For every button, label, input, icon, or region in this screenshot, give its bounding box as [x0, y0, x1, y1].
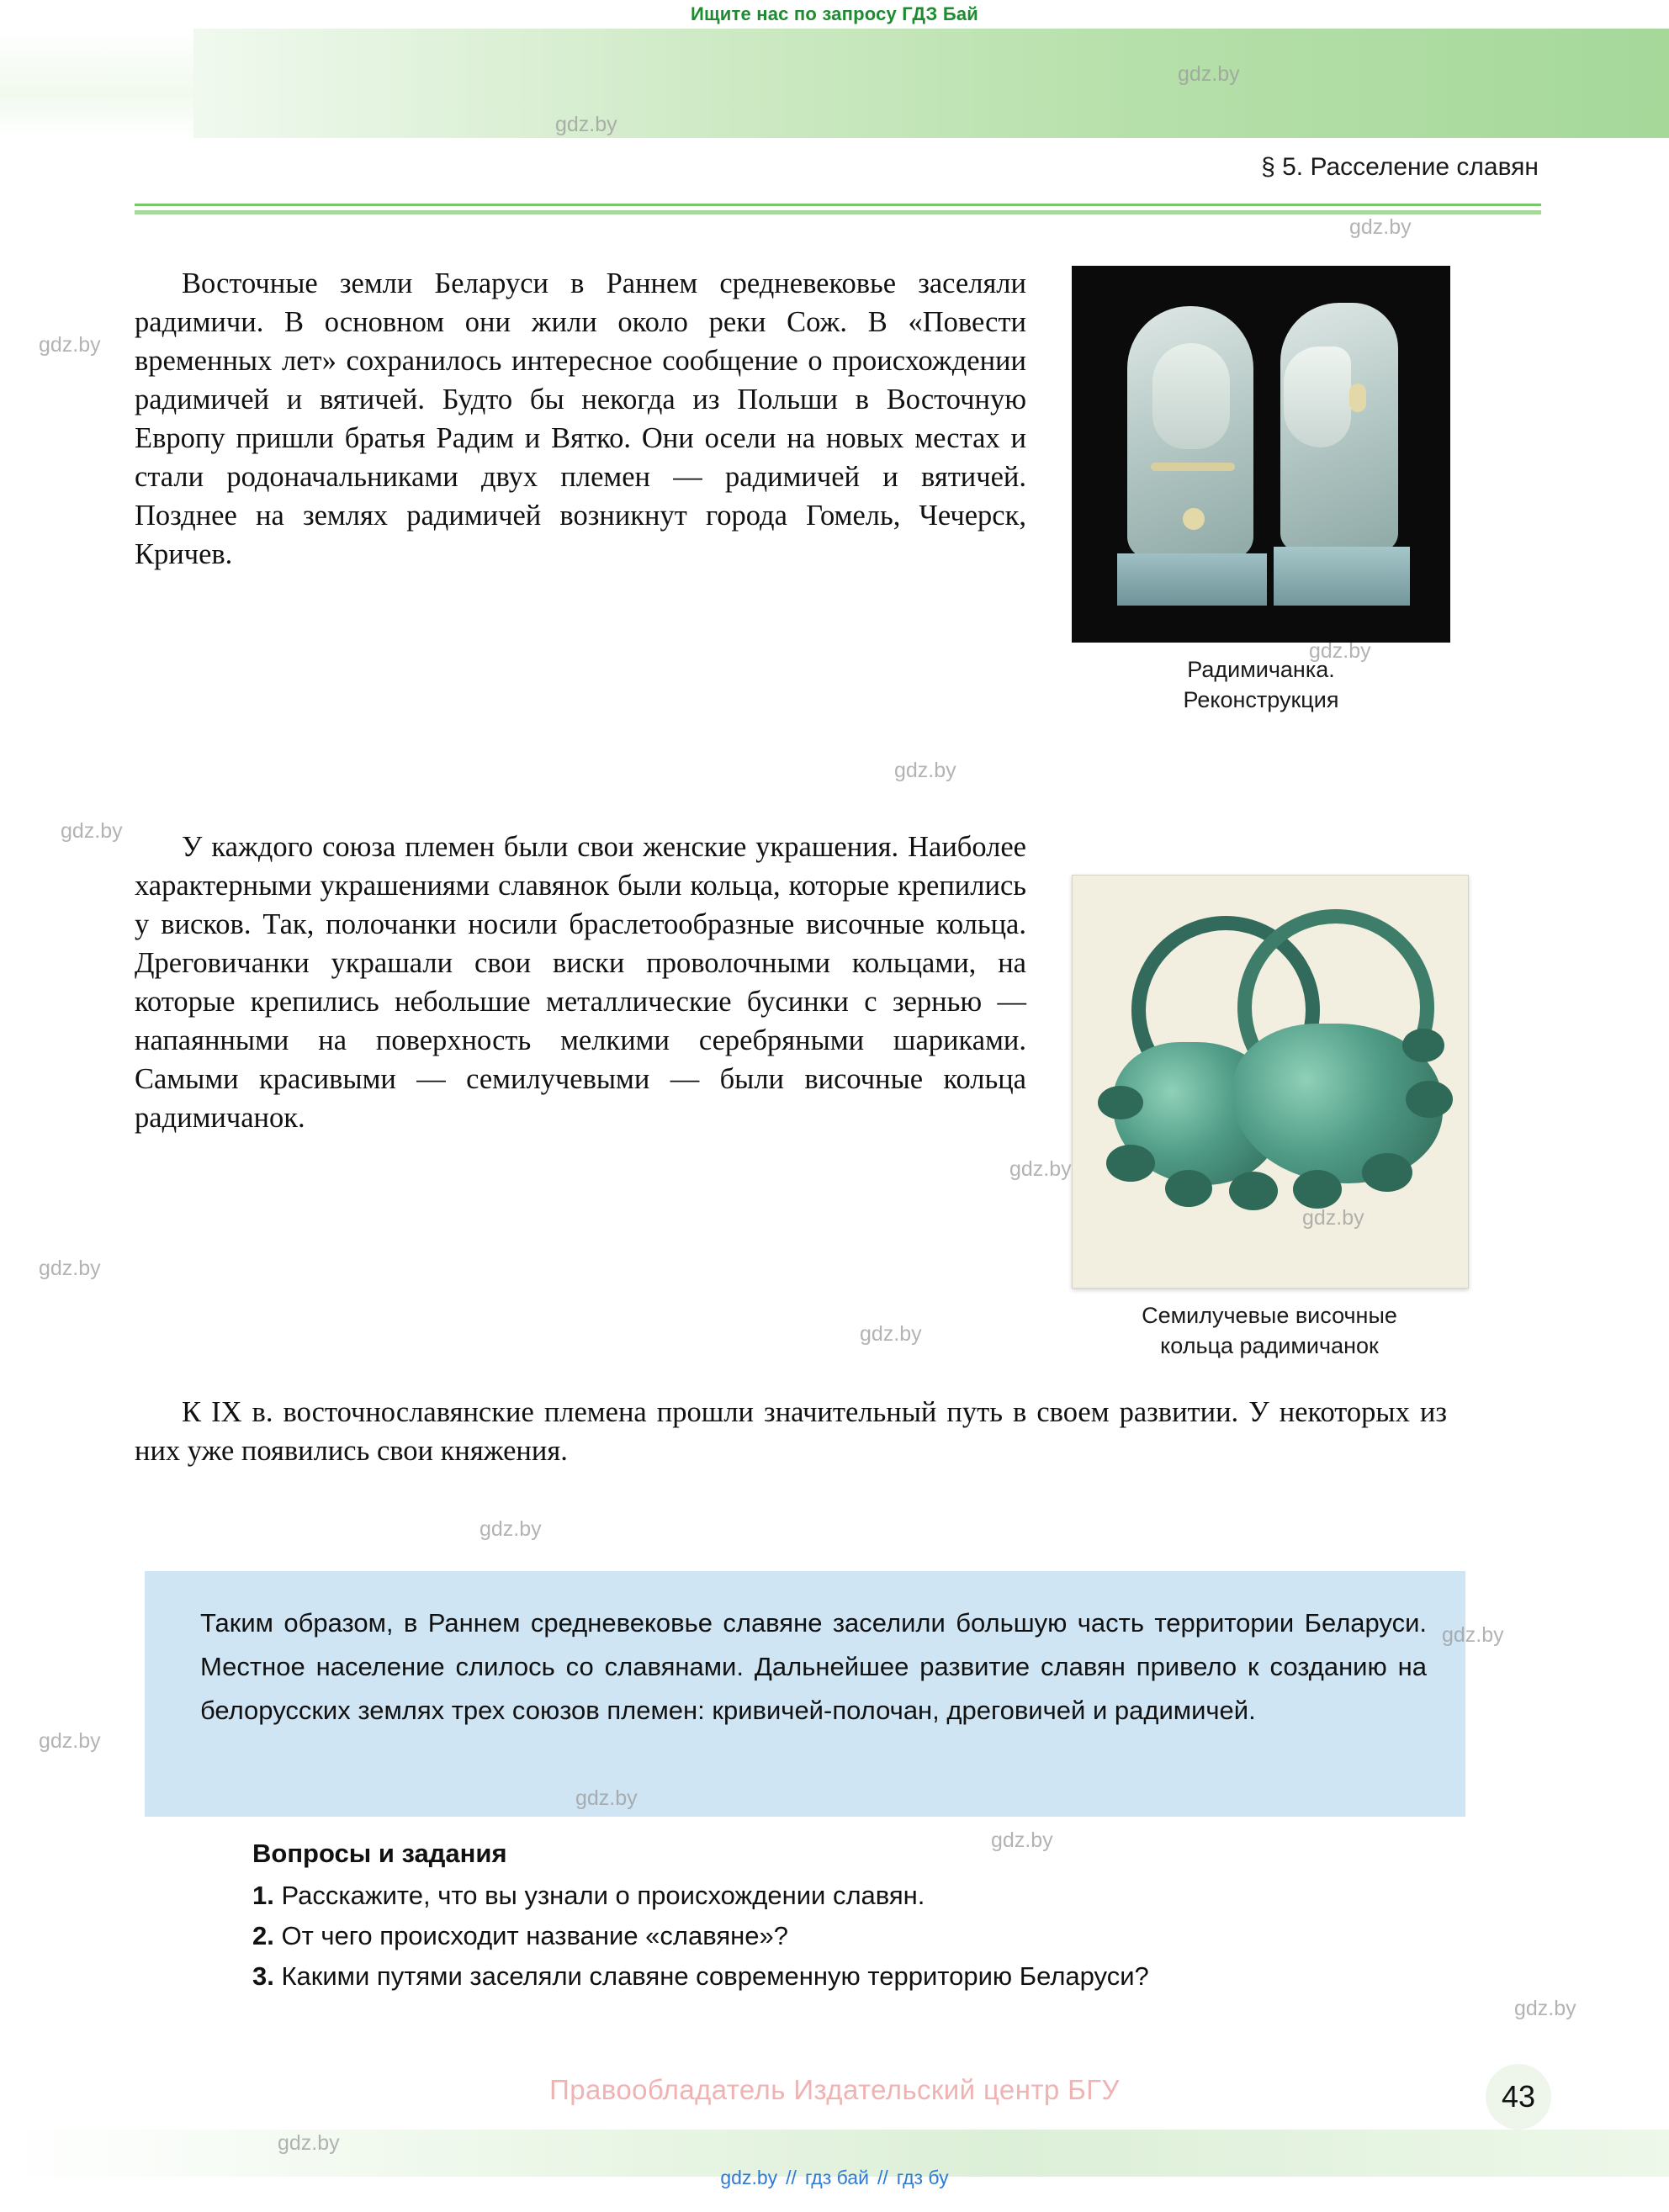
bust-profile-pedestal — [1274, 547, 1410, 606]
watermark: gdz.by — [39, 1257, 101, 1280]
watermark: gdz.by — [1349, 215, 1412, 239]
figure-radimichanka — [1072, 266, 1450, 715]
watermark: gdz.by — [894, 759, 956, 782]
question-number: 3. — [252, 1961, 274, 1991]
question-number: 2. — [252, 1921, 274, 1950]
question-text: Расскажите, что вы узнали о происхождении славян. — [281, 1881, 925, 1910]
body-paragraph-3: К IX в. восточнославянские племена прошли значительный путь в своем развитии. У некоторых из них уже появились свои княжения. — [135, 1396, 1447, 1467]
watermark: gdz.by — [860, 1322, 922, 1346]
body-paragraph-1 — [135, 264, 1026, 574]
site-promo-banner: Ищите нас по запросу ГДЗ Бай — [690, 3, 978, 24]
footer-link-gdzby[interactable]: gdz.by — [720, 2167, 778, 2188]
figure-image-rings — [1072, 875, 1469, 1289]
bust-front-face-shape — [1152, 343, 1230, 449]
brooch-icon — [1183, 508, 1205, 530]
decorative-header-strip — [0, 29, 1669, 138]
decorative-header-left — [0, 29, 193, 138]
header-rule-bottom — [135, 210, 1541, 214]
watermark: gdz.by — [1309, 639, 1371, 663]
necklace-icon — [1151, 463, 1235, 471]
figure-caption — [1072, 1300, 1467, 1361]
figure-caption-line-1: Радимичанка. — [1187, 657, 1335, 682]
watermark: gdz.by — [1514, 1997, 1576, 2020]
paragraph-text: У каждого союза племен были свои женские украшения. Наиболее характерными украшениями славянок были кольца, которые крепились у висков. Так, полочанки носили браслетообразные височные кольца. Дреговичанки украшали свои виски проволочными кольцами, на которые крепились небольшие металлические бусинки с зернью — напаянными на поверхность мелкими серебряными шариками. Самыми красивыми — семилучевыми — были височные кольца радимичанок. — [135, 831, 1026, 1134]
watermark: gdz.by — [991, 1828, 1053, 1852]
question-number: 1. — [252, 1881, 274, 1910]
ray-shape — [1229, 1172, 1278, 1210]
ray-shape — [1406, 1081, 1453, 1118]
questions-section — [252, 1839, 1497, 1997]
watermark: gdz.by — [480, 1517, 542, 1541]
footer-link-separator: // — [877, 2167, 888, 2188]
ray-shape — [1098, 1086, 1143, 1119]
copyright-notice: Правообладатель Издательский центр БГУ — [549, 2074, 1120, 2105]
bust-front-pedestal — [1117, 553, 1267, 606]
question-text: От чего происходит название «славяне»? — [281, 1921, 788, 1950]
watermark: gdz.by — [1442, 1623, 1504, 1647]
watermark: gdz.by — [39, 1729, 101, 1753]
page-title: § 5. Расселение славян — [1261, 153, 1539, 181]
ray-shape — [1106, 1145, 1155, 1182]
watermark: gdz.by — [1302, 1206, 1364, 1230]
question-item-3 — [252, 1956, 1497, 1997]
figure-caption-line-2: кольца радимичанок — [1160, 1333, 1379, 1358]
page-number: 43 — [1486, 2064, 1551, 2130]
header-rule-top — [135, 204, 1541, 206]
watermark: gdz.by — [61, 819, 123, 843]
figure-image-reconstruction — [1072, 266, 1450, 643]
ray-shape — [1165, 1170, 1212, 1207]
ray-shape — [1402, 1029, 1444, 1062]
questions-heading: Вопросы и задания — [252, 1839, 507, 1868]
watermark: gdz.by — [555, 113, 617, 136]
summary-callout-box — [145, 1571, 1465, 1817]
watermark: gdz.by — [1178, 62, 1240, 86]
question-item-2 — [252, 1916, 1497, 1956]
watermark: gdz.by — [278, 2131, 340, 2155]
figure-caption-line-2: Реконструкция — [1183, 687, 1339, 712]
footer-link-gdzbai[interactable]: гдз бай — [804, 2167, 869, 2188]
textbook-page — [0, 29, 1669, 2155]
question-item-1 — [252, 1876, 1497, 1916]
summary-text: Таким образом, в Раннем средневековье славяне заселили большую часть территории Беларуси. Местное население слилось со славянами. Дальнейшее развитие славян привело к созданию на белорусских землях трех союзов племен: кривичей-полочан, дреговичей и радимичей. — [200, 1608, 1427, 1725]
figure-temple-rings — [1072, 875, 1467, 1361]
earring-icon — [1349, 384, 1366, 412]
paragraph-text: Восточные земли Беларуси в Раннем средневековье заселяли радимичи. В основном они жили около реки Сож. В «Повести временных лет» сохранилось интересное сообщение о происхождении радимичей и вятичей. Будто бы некогда из Польши в Восточную Европу пришли братья Радим и Вятко. Они осели на новых местах и стали родоначальниками двух племен — радимичей и вятичей. Позднее на землях радимичей возникнут города Гомель, Чечерск, Кричев. — [135, 267, 1026, 570]
footer-link-gdzbu[interactable]: гдз бу — [896, 2167, 949, 2188]
body-paragraph-2 — [135, 828, 1026, 1137]
figure-caption — [1072, 654, 1450, 715]
footer-links — [0, 2167, 1669, 2189]
ray-shape — [1362, 1153, 1412, 1192]
footer-link-separator: // — [786, 2167, 797, 2188]
watermark: gdz.by — [575, 1786, 638, 1810]
question-text: Какими путями заселяли славяне современную территорию Беларуси? — [281, 1961, 1149, 1991]
watermark: gdz.by — [39, 333, 101, 357]
watermark: gdz.by — [1009, 1157, 1072, 1181]
ray-shape — [1293, 1170, 1342, 1209]
bust-profile-face-shape — [1284, 347, 1351, 447]
figure-caption-line-1: Семилучевые височные — [1142, 1303, 1397, 1328]
